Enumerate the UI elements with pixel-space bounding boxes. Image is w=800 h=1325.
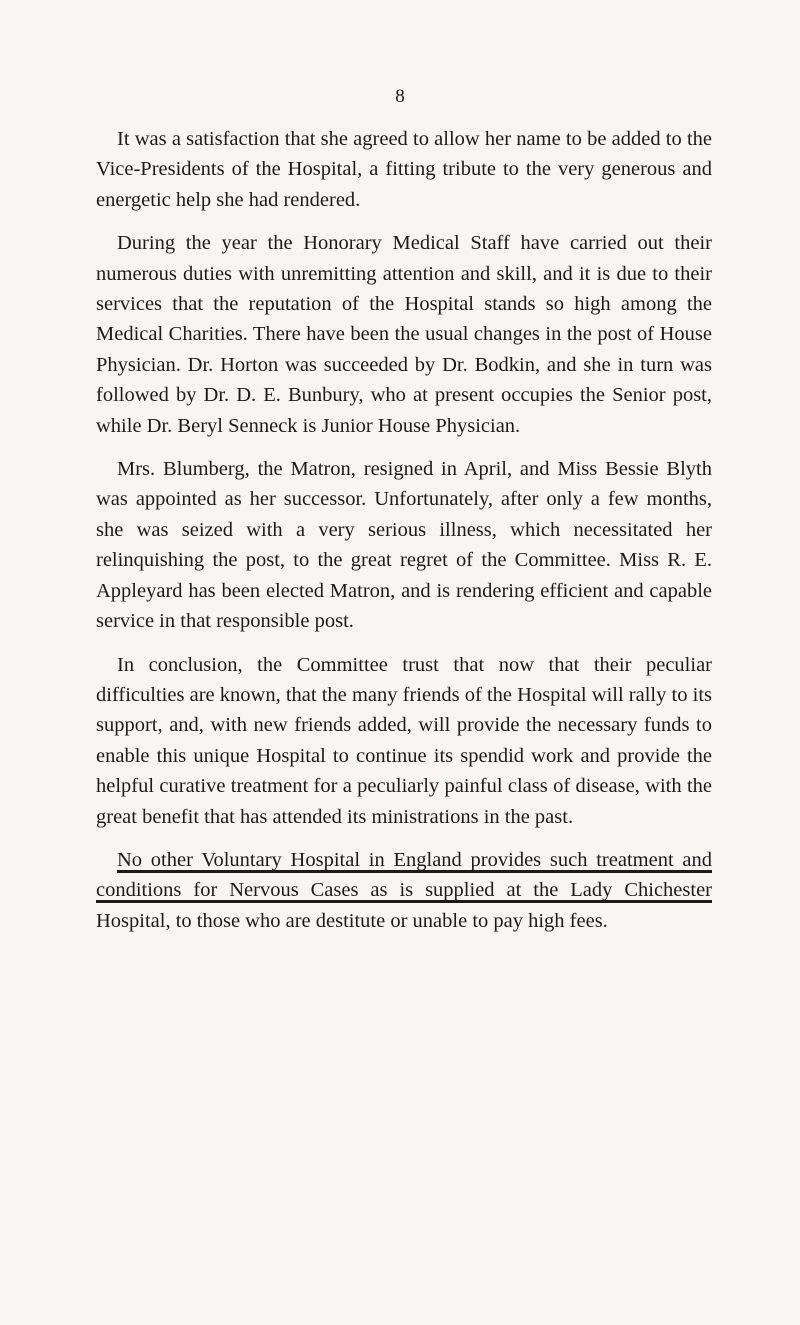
paragraph-medical-staff: During the year the Honorary Medical Staff have carried out their numerous duties with unremitting attention and skill, and it is due to their services that the reputation of the Hospital stands so high among the Medical Charities. There have been the usual changes in the post of House Physician. Dr. Horton was succeeded by Dr. Bodkin, and she in turn was followed by Dr. D. E. Bunbury, who at present occupies the Senior post, while Dr. Beryl Senneck is Junior House Physician. (96, 232, 712, 437)
closing-remainder: Hospital, to those who are destitute or unable to pay high fees. (96, 909, 608, 932)
paragraph-vice-presidents: It was a satisfaction that she agreed to allow her name to be added to the Vice-Presidents of the Hospital, a fitting tribute to the very generous and energetic help she had rendered. (96, 128, 712, 211)
paragraph-closing (96, 845, 712, 936)
paragraph-matron: Mrs. Blumberg, the Matron, resigned in April, and Miss Bessie Blyth was appointed as her successor. Unfortunately, after only a few months, she was seized with a very serious illness, which necessitated her relinquishing the post, to the great regret of the Committee. Miss R. E. Appleyard has been elected Matron, and is rendering efficient and capable service in that responsible post. (96, 458, 712, 633)
paragraph-conclusion: In conclusion, the Committee trust that now that their peculiar difficulties are known, that the many friends of the Hospital will rally to its support, and, with new friends added, will provide the necessary funds to enable this unique Hospital to continue its spendid work and provide the helpful curative treatment for a peculiarly painful class of disease, with the great benefit that has attended its ministrations in the past. (96, 653, 712, 828)
body-text (96, 124, 712, 936)
page-number: 8 (395, 86, 405, 107)
underlined-statement: No other Voluntary Hospital in England provides such treatment and conditions for Nervous Cases as is supplied at the Lady Chichester (96, 848, 712, 902)
